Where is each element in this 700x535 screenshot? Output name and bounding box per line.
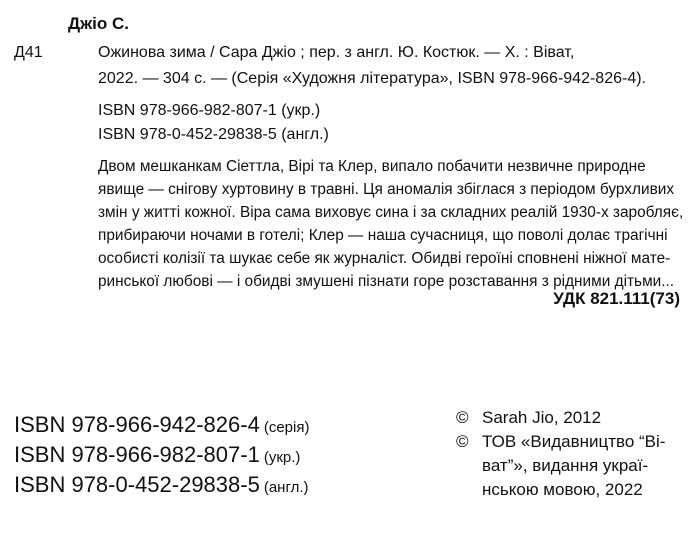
annotation-line: змін у житті кожної. Віра сама виховує сина і за складних реалій 1930-х заробляє, <box>98 204 684 221</box>
annotation-line: особисті колізії та шукає себе як журналіст. Обидві героїні сповнені ніжної мате- <box>98 250 671 267</box>
copyright-text: ТОВ «Видавництво “Ві- <box>482 432 666 451</box>
udk-code: УДК 821.111(73) <box>553 289 680 308</box>
copyright-publisher-cont: нською мовою, 2022 <box>482 480 643 499</box>
isbn-note: (англ.) <box>263 479 309 496</box>
title-line-1: Ожинова зима / Сара Джіо ; пер. з англ. Ю. Костюк. — Х. : Віват, <box>98 44 575 61</box>
copyright-publisher <box>456 432 665 452</box>
author-name: Джіо С. <box>68 14 129 33</box>
isbn-eng <box>14 472 309 498</box>
isbn-number: ISBN 978-966-942-826-4 <box>14 412 260 437</box>
copyright-author <box>456 408 601 428</box>
isbn-number: ISBN 978-0-452-29838-5 <box>14 472 260 497</box>
annotation-line: Двом мешканкам Сіеттла, Вірі та Клер, випало побачити незвичне природне <box>98 158 646 175</box>
isbn-note: (серія) <box>263 419 310 436</box>
isbn-ukr <box>14 442 300 468</box>
classification-code: Д41 <box>14 44 43 61</box>
isbn-ukr-line: ISBN 978-966-982-807-1 (укр.) <box>98 102 321 119</box>
annotation-line: прибираючи ночами в готелі; Клер — наша сучасниця, що поволі долає трагічні <box>98 227 668 244</box>
annotation-line: явище — сніговy хуртовину в травні. Ця аномалія збіглася з періодом бурхливих <box>98 181 675 198</box>
copyright-symbol: © <box>456 432 469 451</box>
isbn-series <box>14 412 309 438</box>
isbn-eng-line: ISBN 978-0-452-29838-5 (англ.) <box>98 126 329 143</box>
annotation-line: ринської любові — і обидві змушені пізнати горе розставання з рідними дітьми... <box>98 273 675 290</box>
isbn-note: (укр.) <box>263 449 301 466</box>
copyright-symbol: © <box>456 408 469 427</box>
copyright-text: Sarah Jio, 2012 <box>482 408 602 427</box>
title-line-2: 2022. — 304 с. — (Серія «Художня література», ISBN 978-966-942-826-4). <box>98 70 646 87</box>
copyright-publisher-cont: ват”», видання украї- <box>482 456 649 475</box>
isbn-number: ISBN 978-966-982-807-1 <box>14 442 260 467</box>
